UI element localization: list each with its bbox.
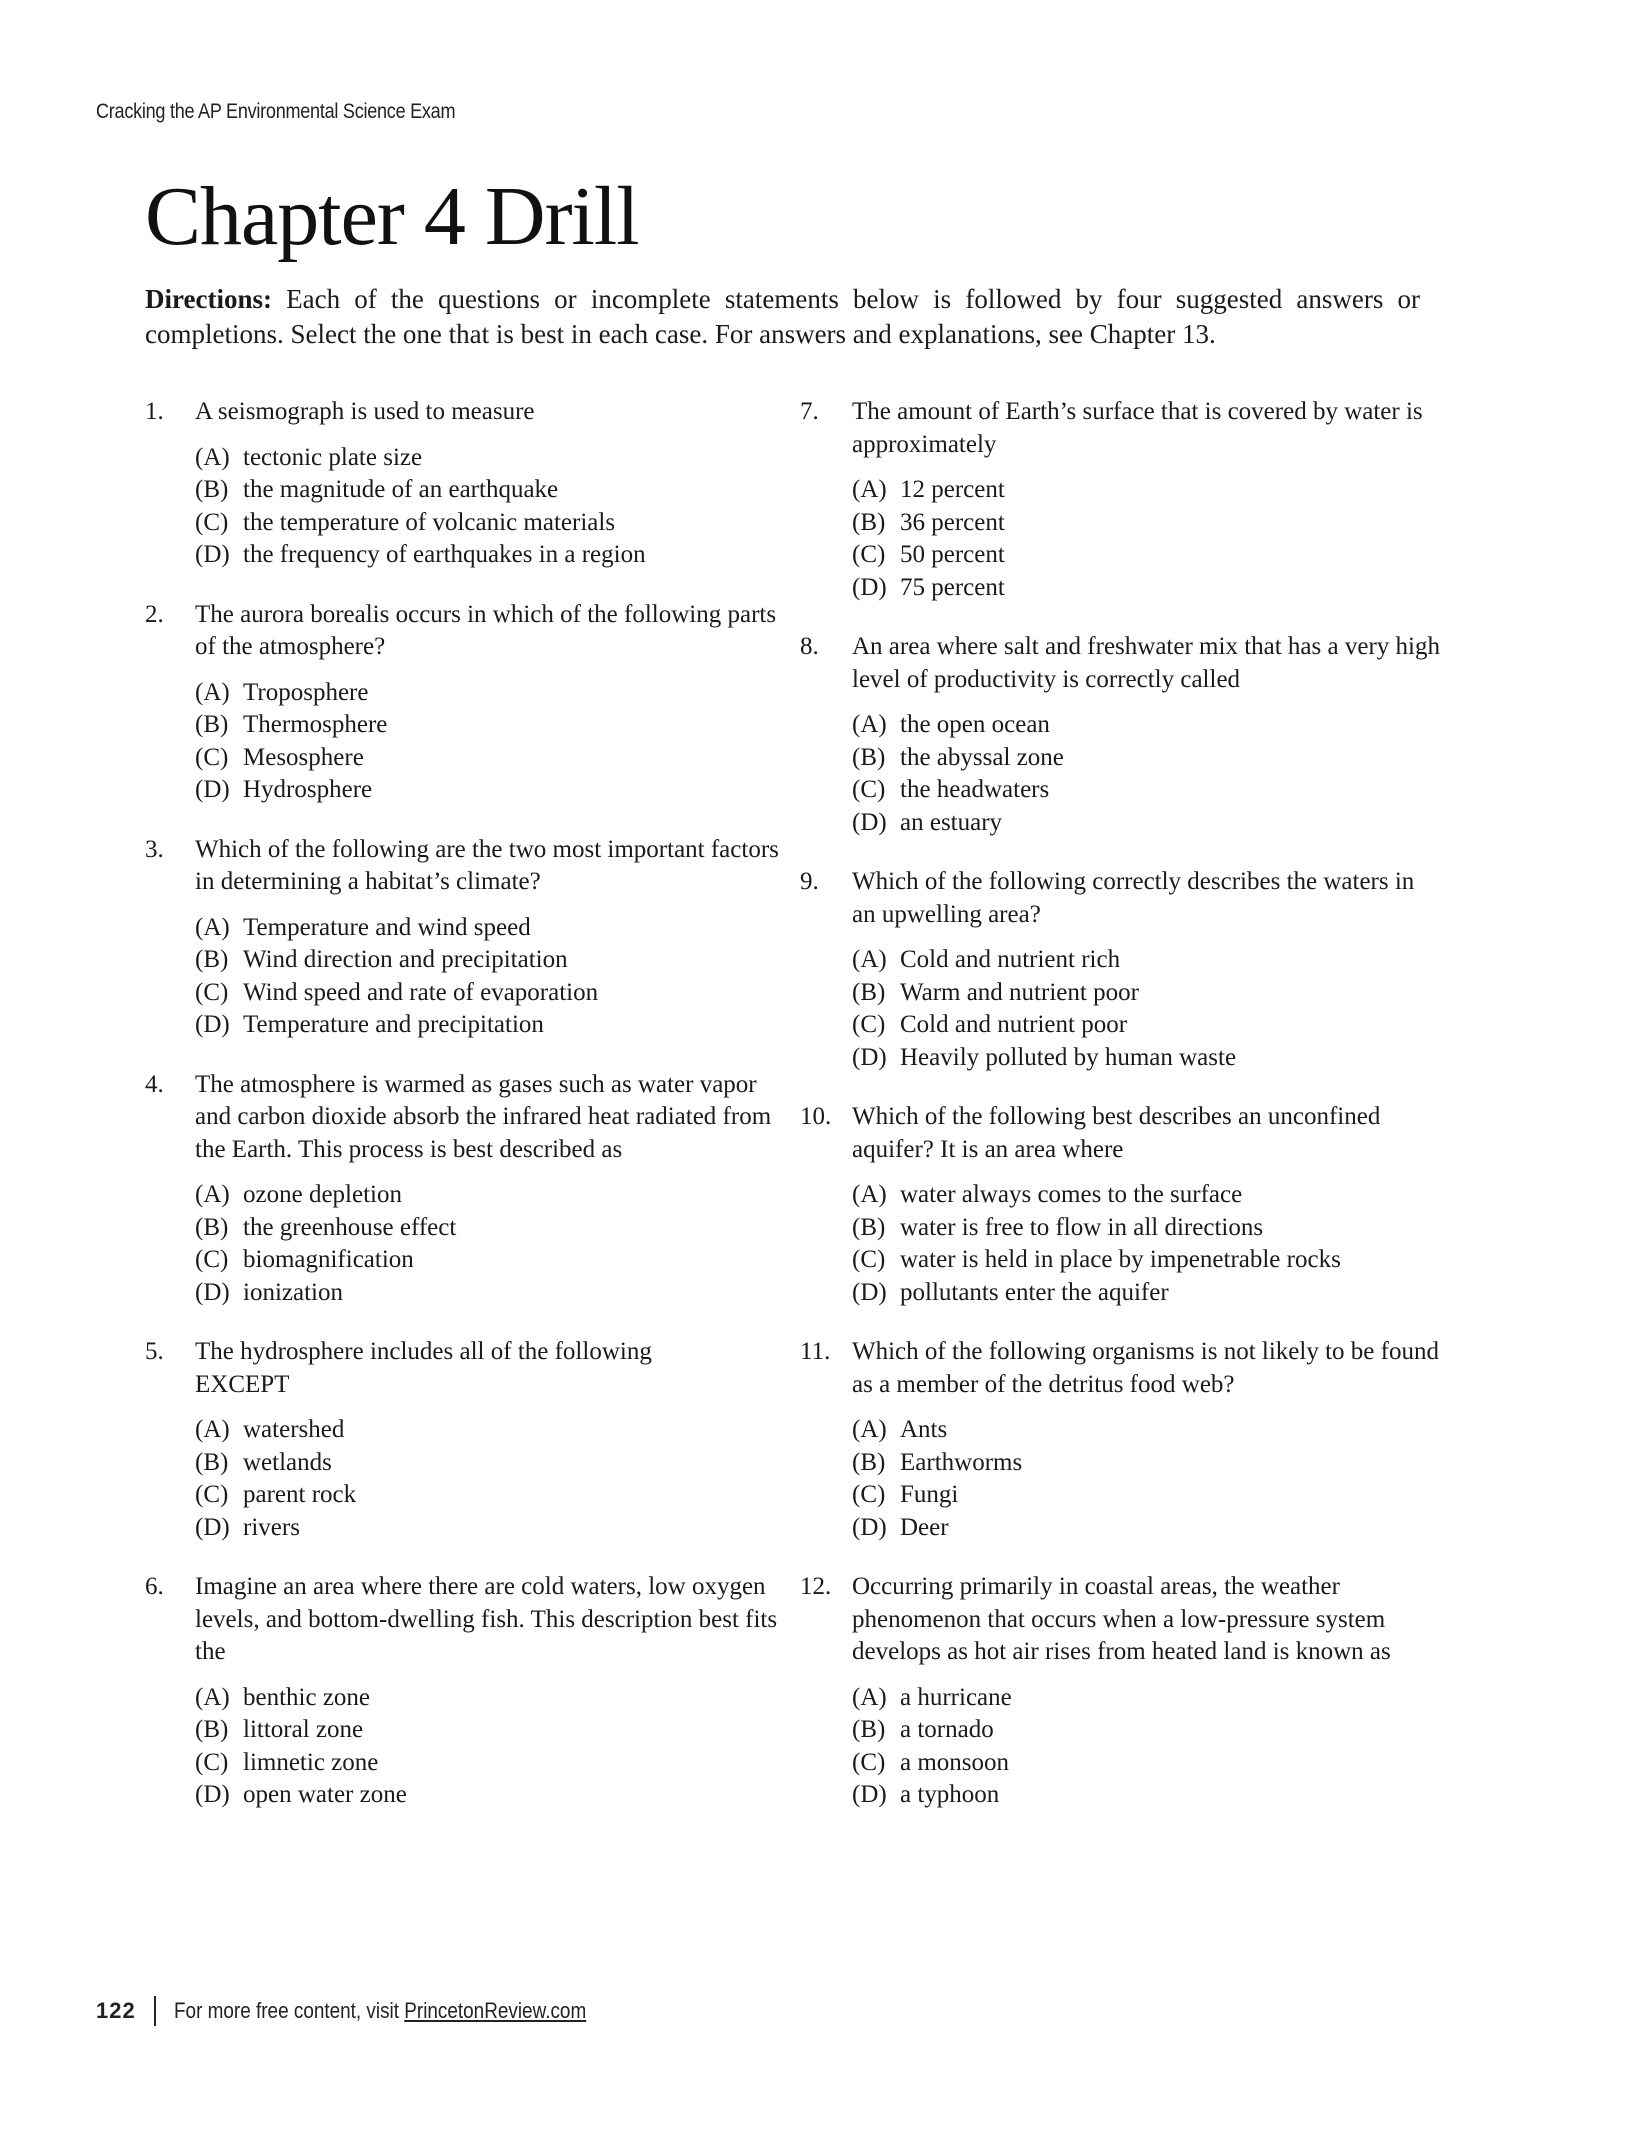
option-text: water is free to flow in all directions — [900, 1213, 1264, 1241]
answer-option-a[interactable] — [852, 474, 1440, 507]
option-text: 75 percent — [900, 573, 1005, 601]
question-number: 11. — [800, 1338, 831, 1365]
answer-option-b[interactable] — [195, 944, 785, 977]
question-10 — [800, 1101, 1440, 1309]
option-text: parent rock — [243, 1481, 357, 1508]
answer-option-d[interactable] — [852, 1277, 1440, 1310]
option-letter: (A) — [852, 1181, 887, 1208]
answer-option-b[interactable] — [852, 742, 1440, 775]
running-head: Cracking the AP Environmental Science Exam — [96, 100, 456, 123]
option-text: Wind speed and rate of evaporation — [243, 978, 599, 1006]
answer-option-b[interactable] — [195, 474, 785, 507]
option-text: Temperature and precipitation — [243, 1011, 544, 1038]
option-letter: (D) — [195, 1781, 230, 1808]
option-text: watershed — [243, 1416, 345, 1443]
question-2 — [145, 599, 785, 807]
answer-option-d[interactable] — [195, 1512, 785, 1545]
left-column — [145, 396, 785, 1839]
option-letter: (B) — [852, 1213, 886, 1241]
option-letter: (A) — [195, 1683, 230, 1711]
answer-option-d[interactable] — [852, 572, 1440, 605]
page-title: Chapter 4 Drill — [145, 170, 639, 263]
answer-option-c[interactable] — [852, 1479, 1440, 1512]
option-letter: (C) — [852, 541, 886, 568]
question-number: 8. — [800, 633, 819, 660]
option-letter: (B) — [852, 1448, 886, 1476]
option-letter: (D) — [195, 541, 230, 568]
option-letter: (D) — [195, 1011, 230, 1038]
right-column — [800, 396, 1440, 1839]
answer-option-c[interactable] — [195, 1747, 785, 1780]
option-letter: (A) — [852, 1683, 887, 1711]
answer-option-d[interactable] — [852, 1512, 1440, 1545]
answer-option-c[interactable] — [195, 507, 785, 540]
question-number: 9. — [800, 868, 819, 895]
answer-option-c[interactable] — [195, 977, 785, 1010]
option-letter: (C) — [195, 1481, 229, 1508]
answer-option-a[interactable] — [852, 1682, 1440, 1715]
answer-option-a[interactable] — [852, 1414, 1440, 1447]
option-letter: (A) — [852, 946, 887, 973]
option-text: Deer — [900, 1513, 949, 1541]
answer-option-a[interactable] — [195, 912, 785, 945]
option-letter: (B) — [852, 1716, 886, 1743]
question-stem: Imagine an area where there are cold waters, low oxygen levels, and bottom-dwelling fish. This description best fits the — [195, 1573, 778, 1665]
question-stem: The hydrosphere includes all of the following EXCEPT — [195, 1338, 652, 1398]
option-letter: (C) — [852, 1011, 886, 1038]
directions-label: Directions: — [145, 284, 272, 314]
option-text: a hurricane — [900, 1683, 1012, 1711]
option-letter: (C) — [195, 978, 229, 1006]
option-letter: (C) — [852, 1748, 886, 1776]
answer-option-d[interactable] — [195, 774, 785, 807]
princeton-review-link[interactable]: PrincetonReview.com — [403, 1998, 586, 2023]
directions — [145, 282, 1420, 352]
answer-option-a[interactable] — [852, 709, 1440, 742]
answer-option-c[interactable] — [852, 1244, 1440, 1277]
option-letter: (B) — [852, 978, 886, 1006]
footer-divider — [154, 1996, 156, 2026]
option-letter: (B) — [852, 508, 886, 536]
option-text: littoral zone — [243, 1716, 364, 1743]
answer-option-d[interactable] — [852, 1042, 1440, 1075]
question-12 — [800, 1571, 1440, 1812]
option-text: the abyssal zone — [900, 743, 1064, 771]
option-letter: (D) — [852, 1278, 887, 1306]
option-letter: (C) — [195, 743, 229, 771]
option-letter: (D) — [195, 776, 230, 803]
question-stem: Which of the following are the two most important factors in determining a habitat’s climate? — [195, 835, 779, 895]
option-letter: (A) — [195, 913, 230, 941]
option-letter: (C) — [852, 1481, 886, 1508]
question-7 — [800, 396, 1440, 604]
option-letter: (A) — [852, 1416, 887, 1443]
option-letter: (A) — [852, 711, 887, 738]
option-text: Earthworms — [900, 1448, 1023, 1476]
answer-option-a[interactable] — [195, 1179, 785, 1212]
question-1 — [145, 396, 785, 572]
option-text: a monsoon — [900, 1748, 1010, 1776]
option-text: Ants — [900, 1416, 948, 1443]
option-letter: (D) — [852, 1781, 887, 1808]
option-text: water is held in place by impenetrable rocks — [900, 1246, 1341, 1273]
question-3 — [145, 834, 785, 1042]
answer-option-b[interactable] — [852, 1714, 1440, 1747]
option-letter: (D) — [852, 808, 887, 836]
question-8 — [800, 631, 1440, 839]
option-letter: (A) — [195, 1181, 230, 1208]
footer-text — [174, 1998, 586, 2024]
option-letter: (A) — [195, 443, 230, 471]
option-letter: (D) — [195, 1513, 230, 1541]
question-number: 3. — [145, 835, 164, 863]
option-text: wetlands — [243, 1448, 332, 1476]
answer-option-c[interactable] — [852, 1747, 1440, 1780]
question-11 — [800, 1336, 1440, 1544]
option-text: an estuary — [900, 808, 1003, 836]
answer-option-b[interactable] — [195, 1714, 785, 1747]
option-letter: (C) — [195, 1246, 229, 1273]
question-number: 4. — [145, 1070, 164, 1098]
option-text: rivers — [243, 1513, 300, 1541]
footer-promo: For more free content, visit — [173, 1998, 404, 2023]
answer-option-a[interactable] — [195, 1682, 785, 1715]
answer-option-d[interactable] — [852, 807, 1440, 840]
option-text: ionization — [243, 1278, 343, 1306]
option-letter: (D) — [852, 1513, 887, 1541]
option-text: Heavily polluted by human waste — [900, 1043, 1237, 1071]
option-letter: (D) — [195, 1278, 230, 1306]
option-letter: (A) — [195, 678, 230, 706]
option-text: water always comes to the surface — [900, 1181, 1243, 1208]
answer-option-d[interactable] — [195, 1277, 785, 1310]
question-stem: The aurora borealis occurs in which of the following parts of the atmosphere? — [195, 600, 777, 660]
answer-option-a[interactable] — [852, 944, 1440, 977]
option-text: the greenhouse effect — [243, 1213, 457, 1241]
option-text: 12 percent — [900, 476, 1005, 503]
option-letter: (A) — [852, 476, 887, 503]
question-6 — [145, 1571, 785, 1812]
answer-option-d[interactable] — [852, 1779, 1440, 1812]
option-text: the open ocean — [900, 711, 1050, 738]
option-text: Troposphere — [243, 678, 369, 706]
question-4 — [145, 1069, 785, 1310]
option-text: limnetic zone — [243, 1748, 379, 1776]
option-text: the temperature of volcanic materials — [243, 508, 616, 536]
option-text: biomagnification — [243, 1246, 414, 1273]
option-letter: (B) — [852, 743, 886, 771]
option-letter: (C) — [852, 1246, 886, 1273]
option-letter: (D) — [852, 573, 887, 601]
option-text: the frequency of earthquakes in a region — [243, 541, 646, 568]
question-number: 2. — [145, 600, 164, 628]
question-stem: Which of the following correctly describes the waters in an upwelling area? — [852, 868, 1415, 928]
answer-option-a[interactable] — [195, 677, 785, 710]
page-footer — [96, 1995, 653, 2027]
question-number: 12. — [800, 1573, 832, 1600]
option-letter: (D) — [852, 1043, 887, 1071]
option-text: Fungi — [900, 1481, 959, 1508]
question-number: 7. — [800, 398, 819, 425]
option-letter: (C) — [852, 776, 886, 803]
question-5 — [145, 1336, 785, 1544]
answer-option-c[interactable] — [195, 1479, 785, 1512]
question-stem: The atmosphere is warmed as gases such as water vapor and carbon dioxide absorb the infrared heat radiated from the Earth. This process is best described as — [195, 1070, 772, 1163]
option-text: 50 percent — [900, 541, 1005, 568]
answer-option-b[interactable] — [195, 1212, 785, 1245]
question-stem: The amount of Earth’s surface that is covered by water is approximately — [852, 398, 1423, 458]
answer-option-a[interactable] — [195, 442, 785, 475]
answer-option-b[interactable] — [852, 507, 1440, 540]
option-text: Thermosphere — [243, 711, 388, 738]
question-stem: Which of the following organisms is not likely to be found as a member of the detritus food web? — [852, 1338, 1439, 1398]
option-letter: (B) — [195, 711, 229, 738]
option-text: tectonic plate size — [243, 443, 423, 471]
question-stem: An area where salt and freshwater mix that has a very high level of productivity is correctly called — [852, 633, 1440, 693]
option-letter: (B) — [195, 946, 229, 973]
question-stem: Which of the following best describes an unconfined aquifer? It is an area where — [852, 1103, 1381, 1163]
option-text: a typhoon — [900, 1781, 1000, 1808]
answer-option-b[interactable] — [195, 709, 785, 742]
option-text: Warm and nutrient poor — [900, 978, 1139, 1006]
answer-option-d[interactable] — [195, 1009, 785, 1042]
question-9 — [800, 866, 1440, 1074]
option-letter: (A) — [195, 1416, 230, 1443]
answer-option-c[interactable] — [852, 539, 1440, 572]
option-letter: (B) — [195, 476, 229, 503]
option-text: 36 percent — [900, 508, 1005, 536]
answer-option-d[interactable] — [195, 539, 785, 572]
option-text: Mesosphere — [243, 743, 364, 771]
option-text: Cold and nutrient rich — [900, 946, 1121, 973]
question-number: 5. — [145, 1338, 164, 1365]
answer-option-b[interactable] — [852, 1212, 1440, 1245]
question-stem: A seismograph is used to measure — [195, 398, 535, 425]
option-text: the headwaters — [900, 776, 1050, 803]
option-text: benthic zone — [243, 1683, 371, 1711]
option-letter: (B) — [195, 1448, 229, 1476]
option-text: pollutants enter the aquifer — [900, 1278, 1169, 1306]
answer-option-b[interactable] — [852, 1447, 1440, 1480]
option-text: Hydrosphere — [243, 776, 373, 803]
answer-option-a[interactable] — [852, 1179, 1440, 1212]
answer-option-c[interactable] — [852, 1009, 1440, 1042]
option-text: open water zone — [243, 1781, 407, 1808]
option-letter: (C) — [195, 508, 229, 536]
answer-option-c[interactable] — [195, 1244, 785, 1277]
answer-option-b[interactable] — [852, 977, 1440, 1010]
option-text: Wind direction and precipitation — [243, 946, 568, 973]
question-number: 10. — [800, 1103, 832, 1130]
option-text: Temperature and wind speed — [243, 913, 531, 941]
question-stem: Occurring primarily in coastal areas, the weather phenomenon that occurs when a low-pressure system develops as hot air rises from heated land is known as — [852, 1573, 1391, 1665]
option-text: the magnitude of an earthquake — [243, 476, 559, 503]
directions-text: Each of the questions or incomplete statements below is followed by four suggested answers or completions. Select the one that is best in each case. For answers and explanations, see Chapter 13. — [145, 284, 1420, 349]
answer-option-c[interactable] — [195, 742, 785, 775]
option-text: ozone depletion — [243, 1181, 402, 1208]
question-number: 6. — [145, 1573, 164, 1600]
option-letter: (B) — [195, 1716, 229, 1743]
answer-option-a[interactable] — [195, 1414, 785, 1447]
answer-option-b[interactable] — [195, 1447, 785, 1480]
answer-option-d[interactable] — [195, 1779, 785, 1812]
option-letter: (B) — [195, 1213, 229, 1241]
option-text: Cold and nutrient poor — [900, 1011, 1128, 1038]
page-number: 122 — [96, 1998, 136, 2023]
option-letter: (C) — [195, 1748, 229, 1776]
question-number: 1. — [145, 398, 164, 425]
answer-option-c[interactable] — [852, 774, 1440, 807]
option-text: a tornado — [900, 1716, 994, 1743]
